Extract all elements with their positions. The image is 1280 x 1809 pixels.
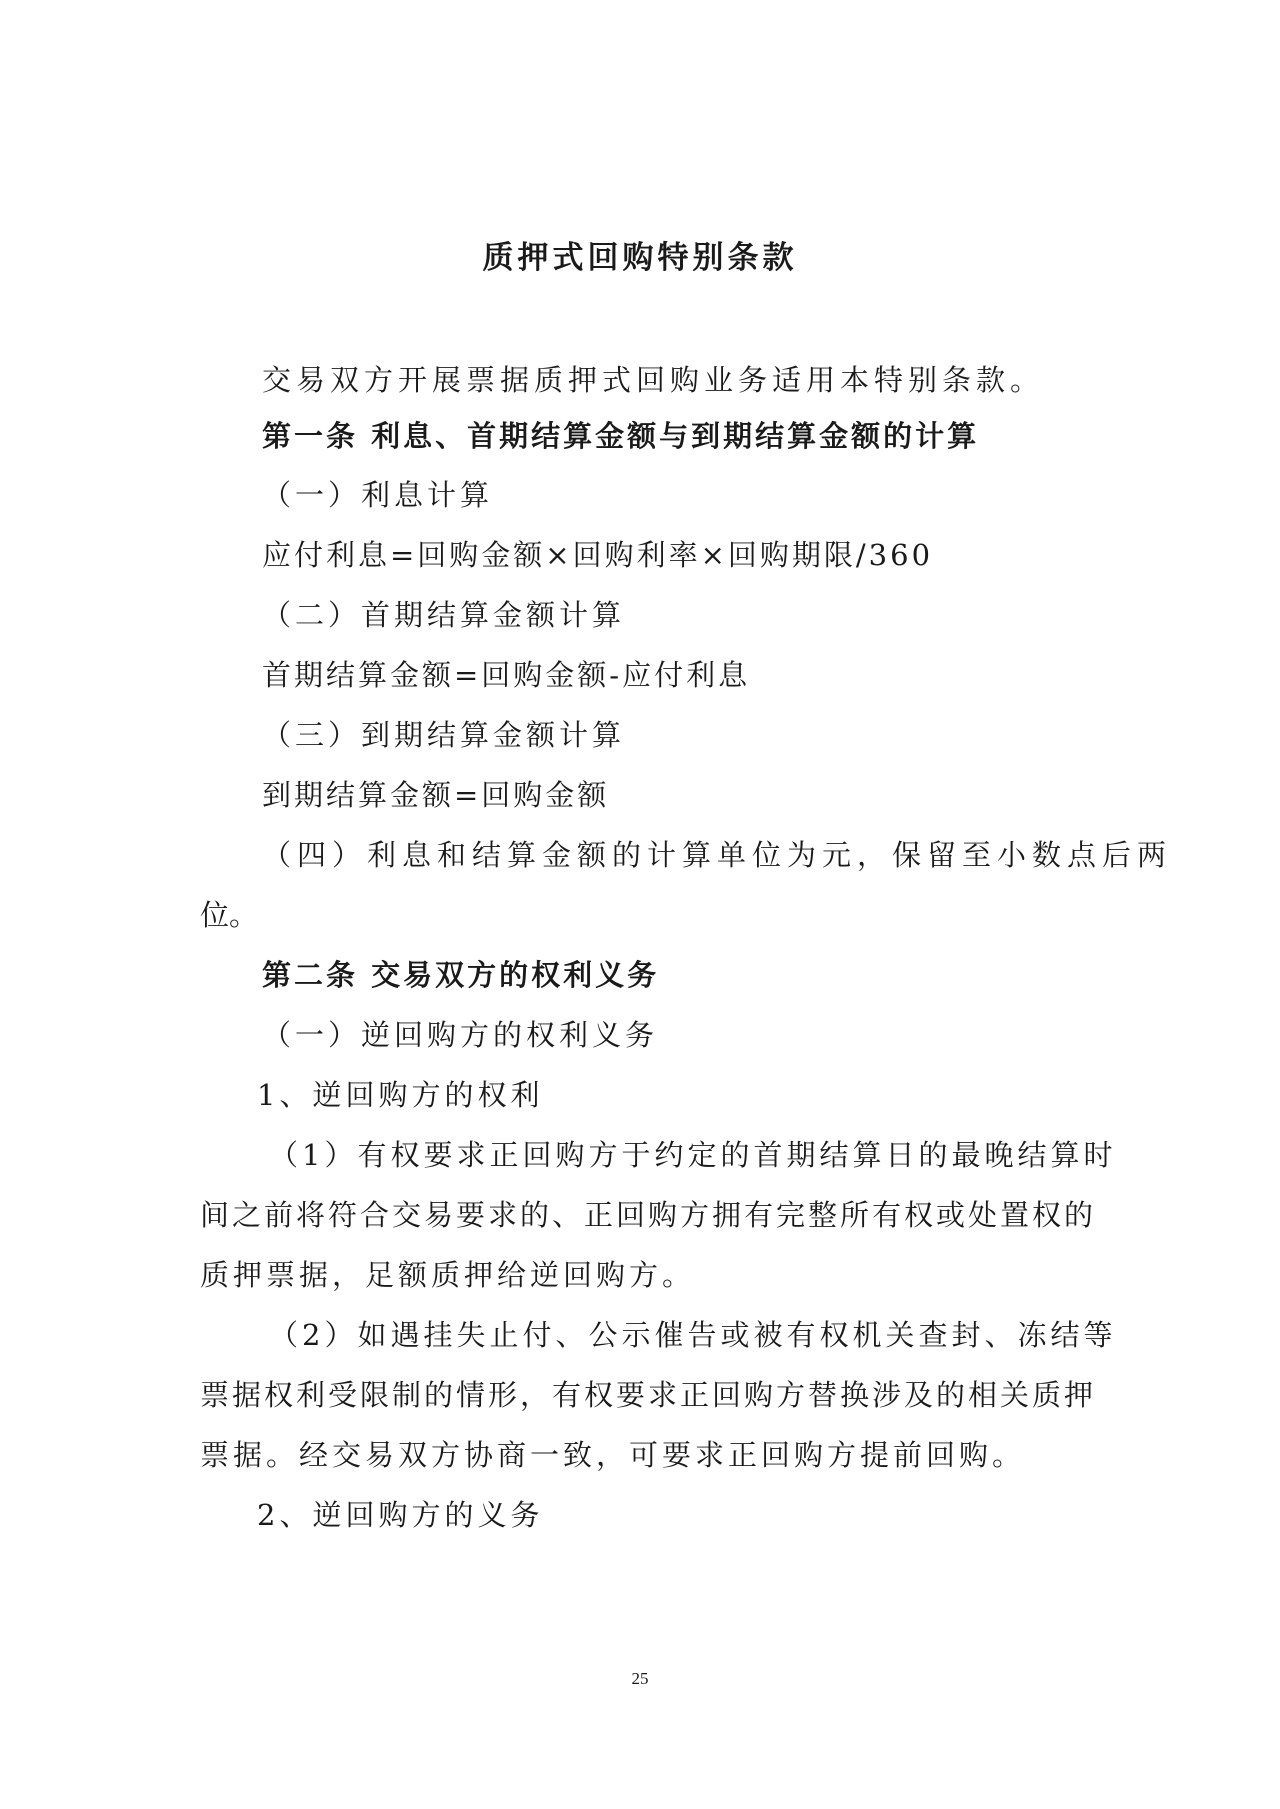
paragraph-text: （二）首期结算金额计算 [262, 598, 626, 632]
paragraph-text: 位。 [200, 898, 259, 932]
paragraph-text: （1）有权要求正回购方于约定的首期结算日的最晚结算时 [269, 1138, 1117, 1172]
paragraph-text: 票据。经交易双方协商一致，可要求正回购方提前回购。 [200, 1438, 1026, 1472]
paragraph-text: 质押票据，足额质押给逆回购方。 [200, 1258, 696, 1292]
paragraph-text: 1、逆回购方的权利 [257, 1078, 544, 1112]
heading-text: 第一条 利息、首期结算金额与到期结算金额的计算 [262, 419, 980, 453]
paragraph-text: （2）如遇挂失止付、公示催告或被有权机关查封、冻结等 [269, 1318, 1117, 1352]
paragraph-text: （四）利息和结算金额的计算单位为元，保留至小数点后两 [262, 838, 1173, 872]
paragraph-text: 首期结算金额=回购金额-应付利息 [262, 658, 751, 692]
paragraph-text: （三）到期结算金额计算 [262, 718, 626, 752]
paragraph-text: 到期结算金额=回购金额 [262, 778, 610, 812]
paragraph-text: 交易双方开展票据质押式回购业务适用本特别条款。 [262, 363, 1045, 397]
heading-text: 第二条 交易双方的权利义务 [262, 958, 660, 992]
page-number: 25 [631, 1669, 649, 1688]
paragraph-text: 2、逆回购方的义务 [257, 1498, 544, 1532]
paragraph-text: 应付利息=回购金额×回购利率×回购期限/360 [262, 538, 934, 572]
paragraph-text: （一）逆回购方的权利义务 [262, 1018, 659, 1052]
paragraph-text: 间之前将符合交易要求的、正回购方拥有完整所有权或处置权的 [200, 1198, 1097, 1232]
paragraph-text: （一）利息计算 [262, 478, 494, 512]
paragraph-text: 票据权利受限制的情形，有权要求正回购方替换涉及的相关质押 [200, 1378, 1097, 1412]
document-title: 质押式回购特别条款 [482, 240, 798, 276]
